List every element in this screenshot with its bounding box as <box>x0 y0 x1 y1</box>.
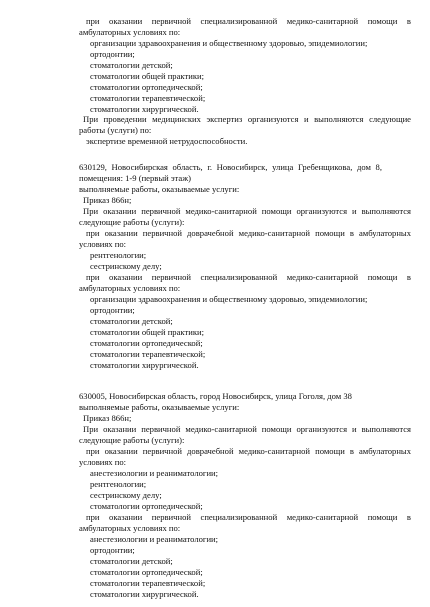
specialized-care-line-2: амбулаторных условиях по: <box>79 523 181 533</box>
list-item: анестезиологии и реаниматологии; <box>90 468 219 478</box>
list-item: стоматологии детской; <box>90 556 173 566</box>
specialized-care-line-2: амбулаторных условиях по: <box>79 283 181 293</box>
specialized-care-line-1: при оказании первичной специализированной медико-санитарной помощи в <box>86 16 411 26</box>
primary-care-line-2: следующие работы (услуги): <box>79 435 185 445</box>
list-item: стоматологии детской; <box>90 60 173 70</box>
list-item: стоматологии хирургической. <box>90 360 199 370</box>
list-item: стоматологии общей практики; <box>90 71 204 81</box>
works-label: выполняемые работы, оказываемые услуги: <box>79 184 240 194</box>
list-item: стоматологии детской; <box>90 316 173 326</box>
order-reference: Приказ 866н; <box>83 195 132 205</box>
list-item: стоматологии хирургической. <box>90 104 199 114</box>
list-item: сестринскому делу; <box>90 490 162 500</box>
expertise-line-2: работы (услуги) по: <box>79 125 152 135</box>
list-item: стоматологии общей практики; <box>90 327 204 337</box>
address-line-1: 630005, Новосибирская область, город Новосибирск, улица Гоголя, дом 38 <box>79 391 352 401</box>
list-item: сестринскому делу; <box>90 261 162 271</box>
works-label: выполняемые работы, оказываемые услуги: <box>79 402 240 412</box>
primary-care-line-1: При оказании первичной медико-санитарной помощи организуются и выполняются <box>83 206 411 216</box>
list-item: стоматологии терапевтической; <box>90 349 206 359</box>
address-line-2: помещения: 1-9 (первый этаж) <box>79 173 192 183</box>
list-item: организации здравоохранения и общественному здоровью, эпидемиологии; <box>90 294 368 304</box>
order-reference: Приказ 866н; <box>83 413 132 423</box>
list-item: стоматологии терапевтической; <box>90 578 206 588</box>
specialized-care-line-1: при оказании первичной специализированной медико-санитарной помощи в <box>86 272 411 282</box>
primary-care-line-1: При оказании первичной медико-санитарной помощи организуются и выполняются <box>83 424 411 434</box>
list-item: анестезиологии и реаниматологии; <box>90 534 219 544</box>
list-item: ортодонтии; <box>90 545 135 555</box>
list-item: стоматологии ортопедической; <box>90 567 203 577</box>
list-item: рентгенологии; <box>90 250 147 260</box>
list-item: стоматологии терапевтической; <box>90 93 206 103</box>
specialized-care-line-1: при оказании первичной специализированной медико-санитарной помощи в <box>86 512 411 522</box>
list-item: рентгенологии; <box>90 479 147 489</box>
predoctor-care-line-2: условиях по: <box>79 457 127 467</box>
predoctor-care-line-1: при оказании первичной доврачебной медико-санитарной помощи в амбулаторных <box>86 446 411 456</box>
specialized-care-line-2: амбулаторных условиях по: <box>79 27 181 37</box>
expertise-line-1: При проведении медицинских экспертиз организуются и выполняются следующие <box>83 114 411 124</box>
primary-care-line-2: следующие работы (услуги): <box>79 217 185 227</box>
list-item: ортодонтии; <box>90 305 135 315</box>
list-item: ортодонтии; <box>90 49 135 59</box>
list-item: стоматологии хирургической. <box>90 589 199 599</box>
list-item: стоматологии ортопедической; <box>90 82 203 92</box>
list-item: стоматологии ортопедической; <box>90 501 203 511</box>
predoctor-care-line-1: при оказании первичной доврачебной медико-санитарной помощи в амбулаторных <box>86 228 411 238</box>
address-line-1: 630129, Новосибирская область, г. Новосибирск, улица Гребенщикова, дом 8, <box>79 162 382 172</box>
list-item: организации здравоохранения и общественному здоровью, эпидемиологии; <box>90 38 368 48</box>
expertise-item: экспертизе временной нетрудоспособности. <box>86 136 248 146</box>
list-item: стоматологии ортопедической; <box>90 338 203 348</box>
predoctor-care-line-2: условиях по: <box>79 239 127 249</box>
